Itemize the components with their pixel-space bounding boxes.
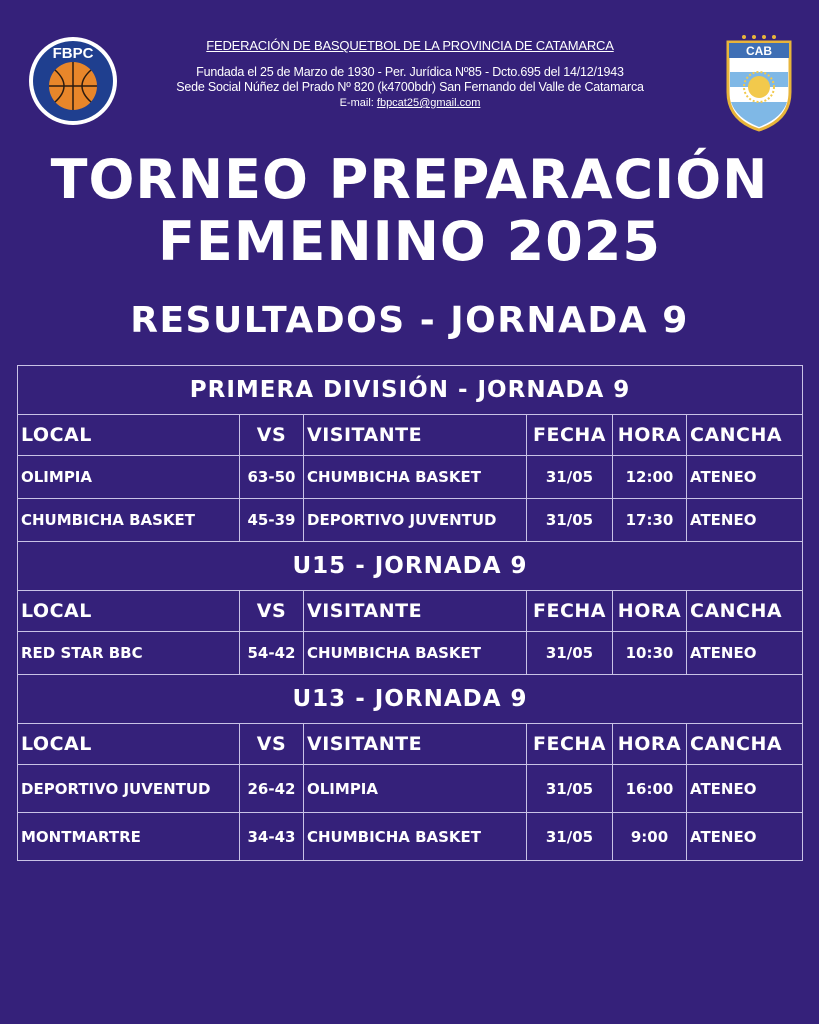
- tournament-title-line2: FEMENINO 2025: [158, 210, 661, 273]
- score: 34-43: [240, 813, 304, 861]
- match-date: 31/05: [527, 456, 613, 499]
- col-hora: HORA: [613, 724, 687, 765]
- score: 63-50: [240, 456, 304, 499]
- visiting-team: CHUMBICHA BASKET: [304, 813, 527, 861]
- match-date: 31/05: [527, 632, 613, 675]
- match-court: ATENEO: [687, 813, 803, 861]
- col-visitante: VISITANTE: [304, 415, 527, 456]
- email-link[interactable]: fbpcat25@gmail.com: [376, 97, 481, 109]
- column-header-row: [18, 724, 803, 765]
- federation-name: FEDERACIÓN DE BASQUETBOL DE LA PROVINCIA DE CATAMARCA: [206, 38, 614, 53]
- score: 26-42: [240, 765, 304, 813]
- svg-text:CAB: CAB: [746, 44, 772, 58]
- sun-icon: [748, 76, 770, 98]
- svg-text:FBPC: FBPC: [52, 45, 94, 62]
- score: 45-39: [240, 499, 304, 542]
- federation-header: [140, 38, 680, 111]
- match-time: 9:00: [613, 813, 687, 861]
- email-label: E-mail:: [339, 97, 374, 109]
- col-hora: HORA: [613, 591, 687, 632]
- section-header-u15: [18, 542, 803, 591]
- section-header-primera: [18, 366, 803, 415]
- score: 54-42: [240, 632, 304, 675]
- local-team: RED STAR BBC: [18, 632, 240, 675]
- email-line: [140, 95, 680, 111]
- col-hora: HORA: [613, 415, 687, 456]
- section-title: U13 - JORNADA 9: [18, 675, 803, 724]
- col-vs: VS: [240, 724, 304, 765]
- match-row: [18, 813, 803, 861]
- col-vs: VS: [240, 591, 304, 632]
- match-time: 17:30: [613, 499, 687, 542]
- local-team: MONTMARTRE: [18, 813, 240, 861]
- match-court: ATENEO: [687, 499, 803, 542]
- col-fecha: FECHA: [527, 724, 613, 765]
- col-local: LOCAL: [18, 724, 240, 765]
- col-visitante: VISITANTE: [304, 591, 527, 632]
- match-time: 12:00: [613, 456, 687, 499]
- results-table: [17, 365, 803, 861]
- cab-logo: [724, 32, 794, 132]
- col-cancha: CANCHA: [687, 415, 803, 456]
- match-date: 31/05: [527, 813, 613, 861]
- match-row: [18, 499, 803, 542]
- visiting-team: CHUMBICHA BASKET: [304, 456, 527, 499]
- visiting-team: DEPORTIVO JUVENTUD: [304, 499, 527, 542]
- match-date: 31/05: [527, 765, 613, 813]
- local-team: CHUMBICHA BASKET: [18, 499, 240, 542]
- column-header-row: [18, 415, 803, 456]
- tournament-title-line1: TORNEO PREPARACIÓN: [50, 148, 769, 211]
- results-subtitle: RESULTADOS - JORNADA 9: [130, 300, 689, 341]
- match-row: [18, 632, 803, 675]
- col-visitante: VISITANTE: [304, 724, 527, 765]
- col-cancha: CANCHA: [687, 591, 803, 632]
- visiting-team: CHUMBICHA BASKET: [304, 632, 527, 675]
- address-line: Sede Social Núñez del Prado Nº 820 (k4700bdr) San Fernando del Valle de Catamarca: [176, 80, 644, 94]
- match-row: [18, 456, 803, 499]
- match-row: [18, 765, 803, 813]
- match-time: 16:00: [613, 765, 687, 813]
- column-header-row: [18, 591, 803, 632]
- section-title: PRIMERA DIVISIÓN - JORNADA 9: [18, 366, 803, 415]
- col-fecha: FECHA: [527, 415, 613, 456]
- match-date: 31/05: [527, 499, 613, 542]
- match-court: ATENEO: [687, 765, 803, 813]
- col-local: LOCAL: [18, 415, 240, 456]
- local-team: DEPORTIVO JUVENTUD: [18, 765, 240, 813]
- fbpc-logo: [28, 36, 118, 126]
- col-local: LOCAL: [18, 591, 240, 632]
- founded-line: Fundada el 25 de Marzo de 1930 - Per. Jurídica Nº85 - Dcto.695 del 14/12/1943: [196, 65, 624, 79]
- col-fecha: FECHA: [527, 591, 613, 632]
- match-time: 10:30: [613, 632, 687, 675]
- match-court: ATENEO: [687, 632, 803, 675]
- visiting-team: OLIMPIA: [304, 765, 527, 813]
- col-vs: VS: [240, 415, 304, 456]
- match-court: ATENEO: [687, 456, 803, 499]
- section-header-u13: [18, 675, 803, 724]
- col-cancha: CANCHA: [687, 724, 803, 765]
- section-title: U15 - JORNADA 9: [18, 542, 803, 591]
- local-team: OLIMPIA: [18, 456, 240, 499]
